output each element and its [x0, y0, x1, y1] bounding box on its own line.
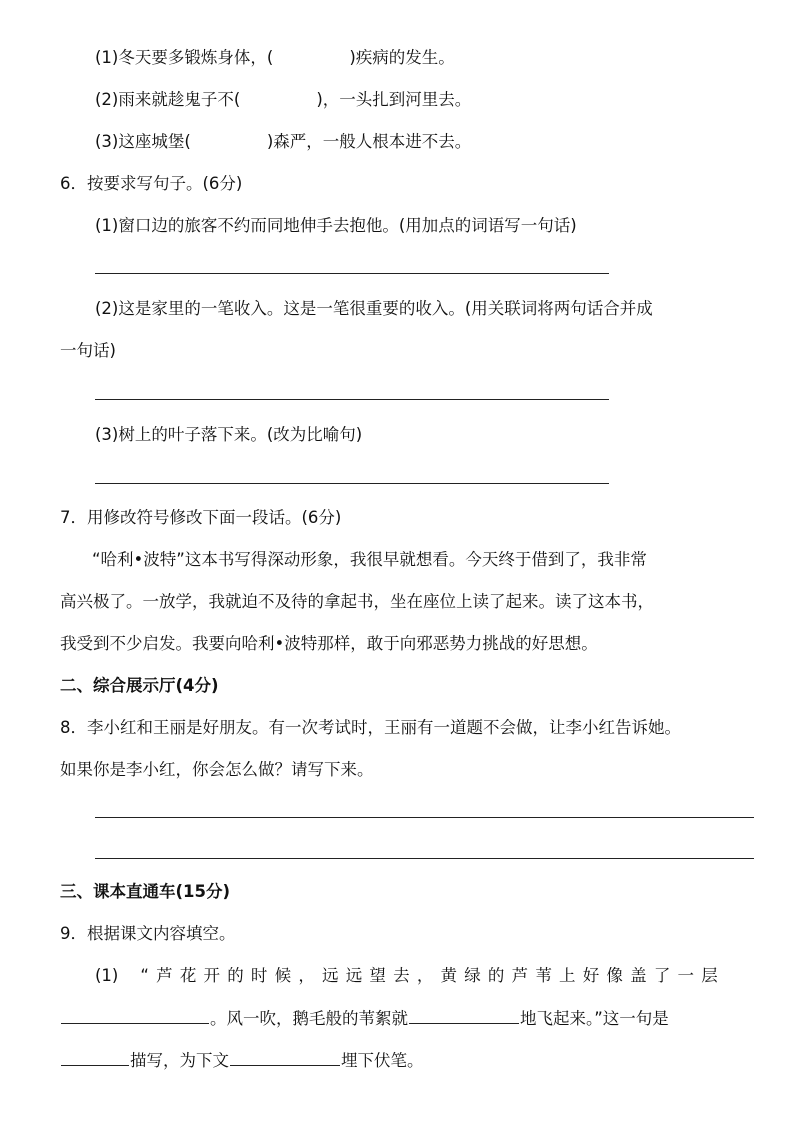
- q5-item-2-before: (2)雨来就趁鬼子不(: [95, 90, 241, 109]
- q6-item-3-answer-line[interactable]: [95, 483, 609, 484]
- q8-answer-line-1[interactable]: [95, 817, 754, 818]
- q9-item-1-number: (1): [95, 966, 119, 985]
- q9-item-1-line-3: [60, 1049, 424, 1072]
- q9-item-1-line-2-b: 地飞起来。”这一句是: [520, 1009, 669, 1028]
- q6-item-1: (1)窗口边的旅客不约而同地伸手去抱他。(用加点的词语写一句话): [95, 216, 577, 235]
- q7-paragraph-line-2: 高兴极了。一放学，我就迫不及待的拿起书，坐在座位上读了起来。读了这本书，: [60, 592, 654, 611]
- q8-line-2: 如果你是李小红，你会怎么做？请写下来。: [60, 760, 374, 779]
- q5-item-1-before: (1)冬天要多锻炼身体，(: [95, 48, 274, 67]
- q9-item-1-line-2-a: 。风一吹，鹅毛般的苇絮就: [210, 1009, 408, 1028]
- q6-title: 6．按要求写句子。(6分): [60, 174, 243, 193]
- q6-item-2-line-1: (2)这是家里的一笔收入。这是一笔很重要的收入。(用关联词将两句话合并成: [95, 299, 653, 318]
- q6-item-1-answer-line[interactable]: [95, 273, 609, 274]
- q6-item-2-line-2: 一句话): [60, 341, 116, 360]
- q8-line-1: 8．李小红和王丽是好朋友。有一次考试时，王丽有一道题不会做，让李小红告诉她。: [60, 718, 681, 737]
- q5-item-1: [95, 47, 455, 69]
- q9-title: 9．根据课文内容填空。: [60, 924, 236, 943]
- q9-item-1-line-3-a: 描写，为下文: [130, 1051, 229, 1070]
- q5-item-3-after: )森严，一般人根本进不去。: [266, 132, 472, 151]
- q7-title: 7．用修改符号修改下面一段话。(6分): [60, 508, 342, 527]
- q5-item-1-after: )疾病的发生。: [349, 48, 455, 67]
- section-2-heading: 二、综合展示厅(4分): [60, 676, 219, 695]
- q9-item-1-line-2: [60, 1007, 669, 1030]
- q9-item-1-blank-4[interactable]: [230, 1049, 340, 1066]
- q6-item-2-answer-line[interactable]: [95, 399, 609, 400]
- q5-item-3-before: (3)这座城堡(: [95, 132, 191, 151]
- q7-paragraph-line-1: “哈利•波特”这本书写得深动形象，我很早就想看。今天终于借到了，我非常: [92, 550, 647, 569]
- q9-item-1-blank-3[interactable]: [61, 1049, 129, 1066]
- q9-item-1-blank-1[interactable]: [61, 1007, 209, 1024]
- q9-item-1-text: “芦花开的时候，远远望去，黄绿的芦苇上好像盖了一层: [140, 966, 725, 985]
- section-3-heading: 三、课本直通车(15分): [60, 882, 231, 901]
- q9-item-1-line-1: [95, 965, 725, 987]
- q9-item-1-line-3-b: 埋下伏笔。: [341, 1051, 424, 1070]
- q8-answer-line-2[interactable]: [95, 858, 754, 859]
- q5-item-3: [95, 131, 471, 153]
- q6-item-3: (3)树上的叶子落下来。(改为比喻句): [95, 425, 363, 444]
- q9-item-1-blank-2[interactable]: [409, 1007, 519, 1024]
- q7-paragraph-line-3: 我受到不少启发。我要向哈利•波特那样，敢于向邪恶势力挑战的好思想。: [60, 634, 598, 653]
- q5-item-2-after: )，一头扎到河里去。: [316, 90, 472, 109]
- q5-item-2: [95, 89, 471, 111]
